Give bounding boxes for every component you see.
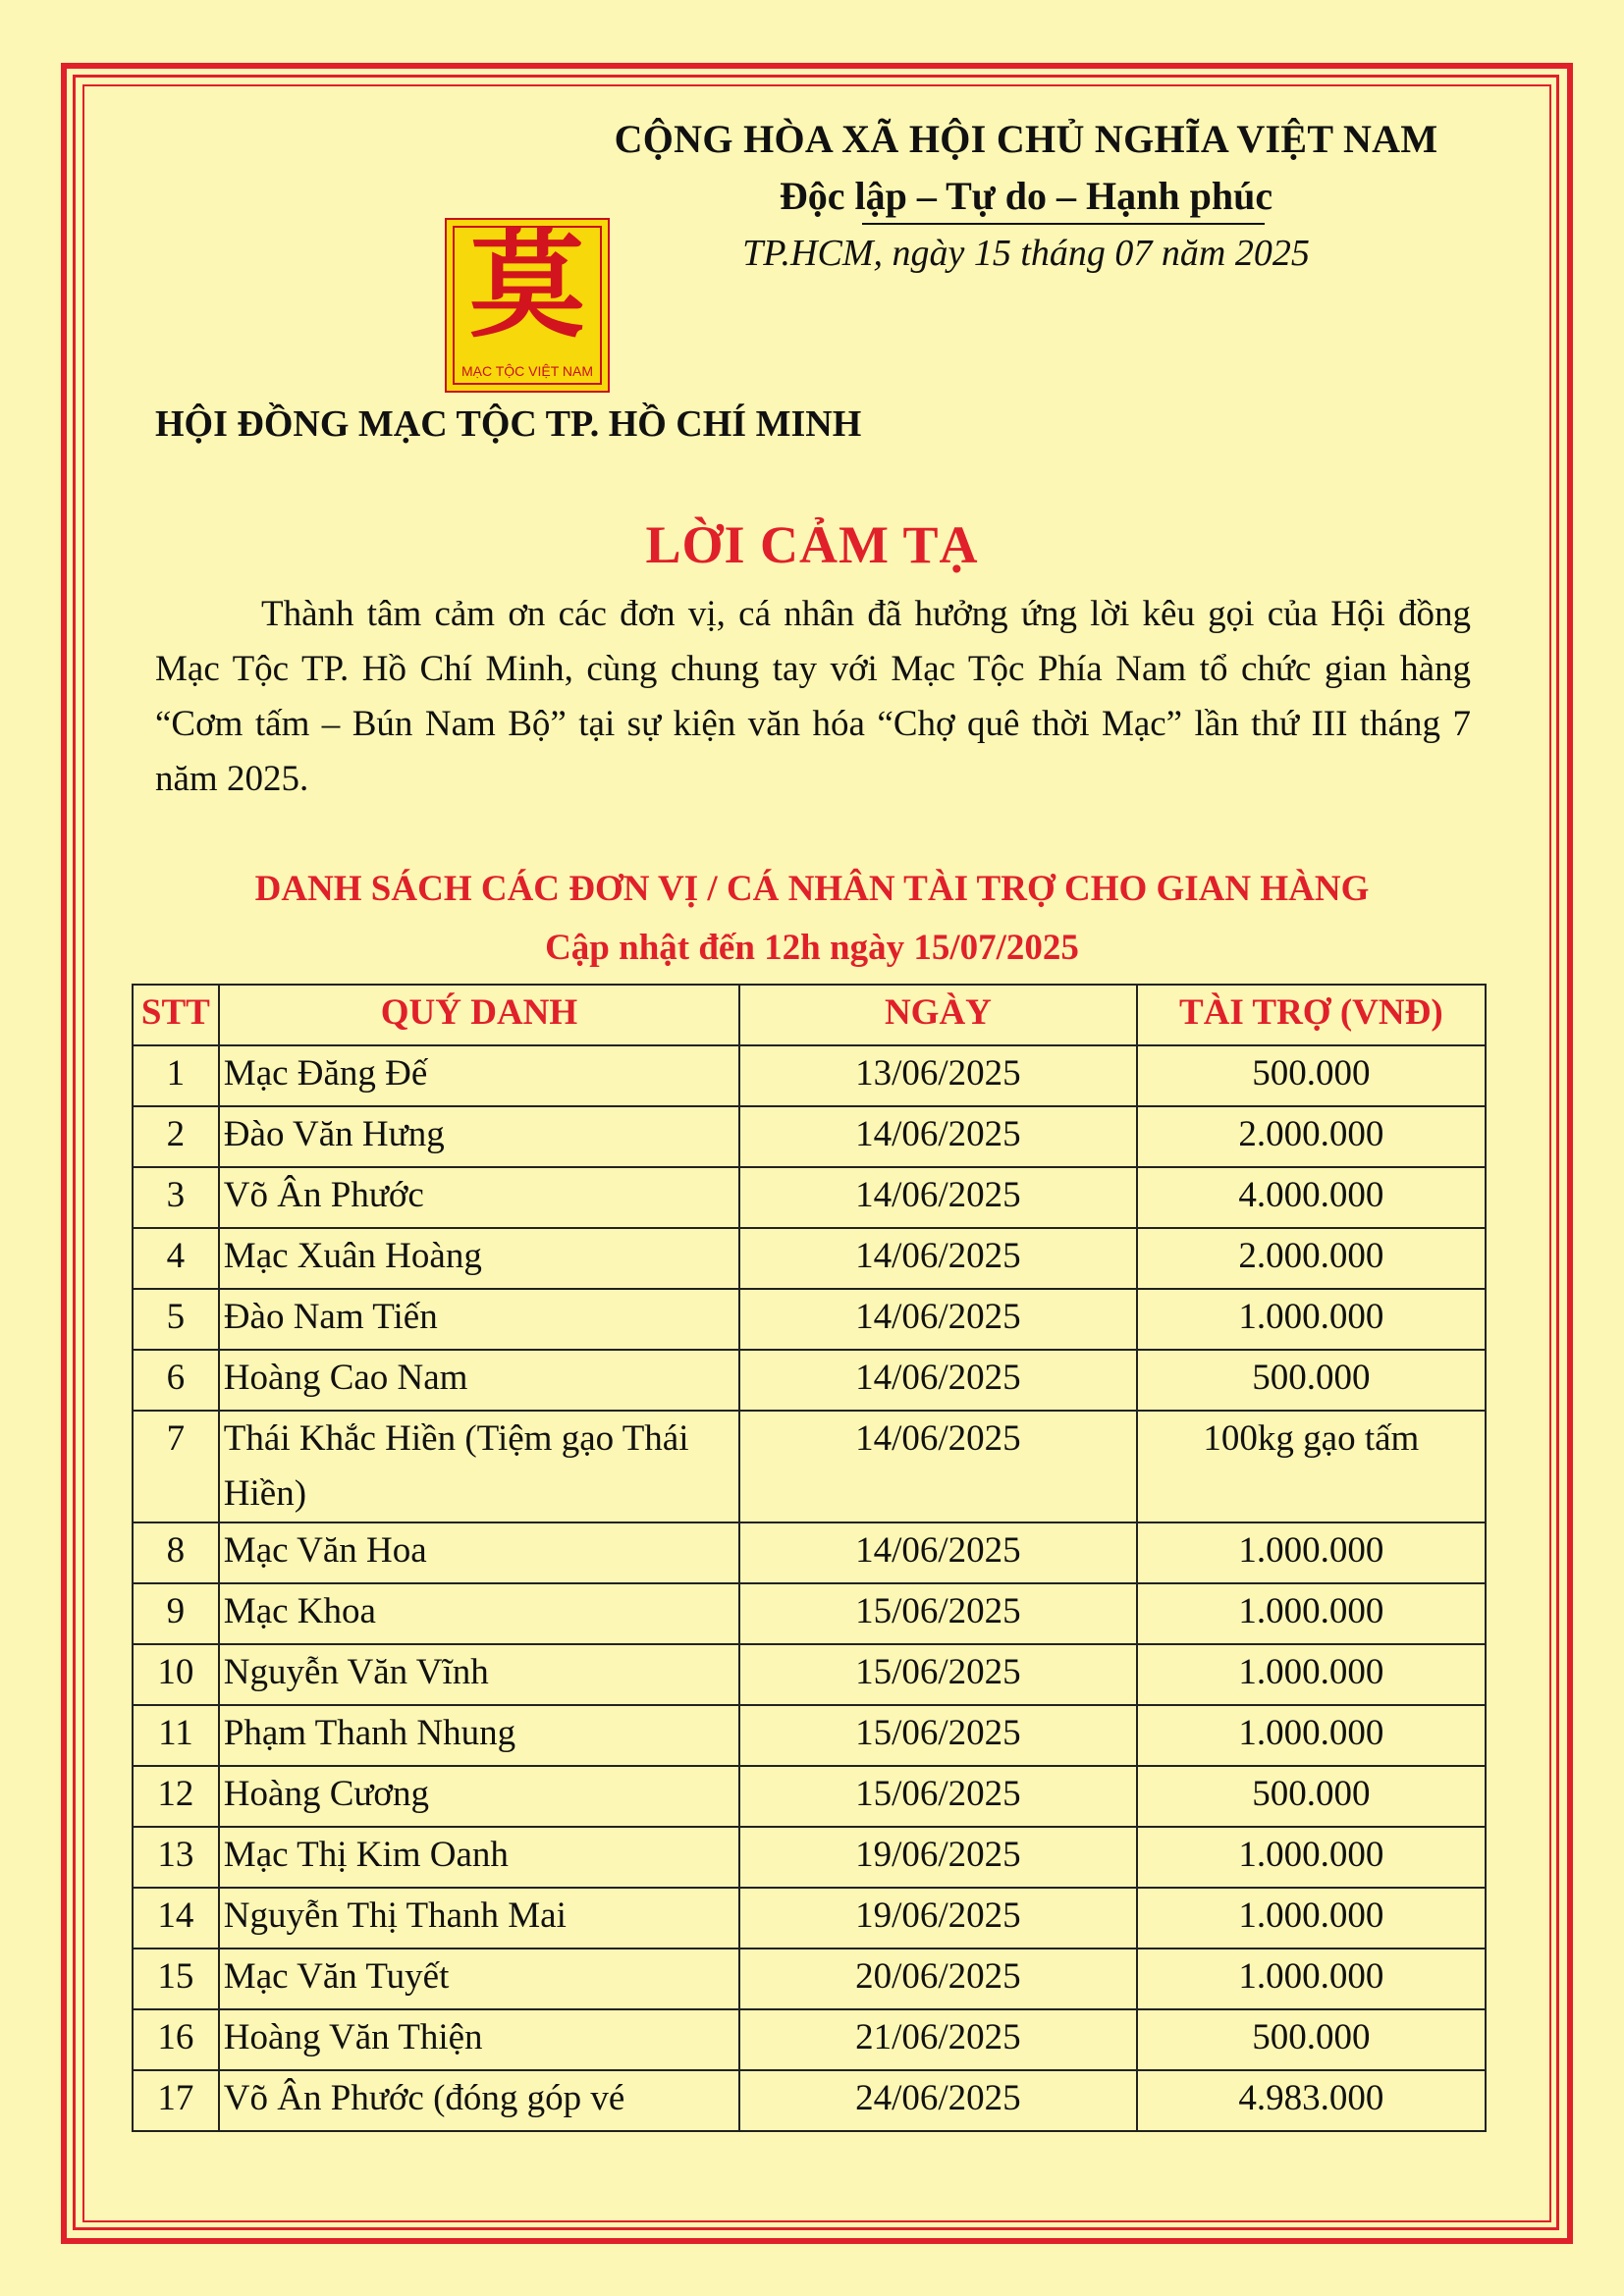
cell-amount: 1.000.000 bbox=[1137, 1644, 1486, 1705]
cell-name: Mạc Thị Kim Oanh bbox=[219, 1827, 739, 1888]
header-name: QUÝ DANH bbox=[219, 985, 739, 1045]
council-name: HỘI ĐỒNG MẠC TỘC TP. HỒ CHÍ MINH bbox=[155, 403, 862, 445]
cell-date: 15/06/2025 bbox=[739, 1644, 1137, 1705]
national-title: CỘNG HÒA XÃ HỘI CHỦ NGHĨA VIỆT NAM bbox=[614, 117, 1438, 161]
cell-name: Võ Ân Phước bbox=[219, 1167, 739, 1228]
cell-amount: 1.000.000 bbox=[1137, 1888, 1486, 1949]
cell-amount: 4.983.000 bbox=[1137, 2070, 1486, 2131]
cell-amount: 1.000.000 bbox=[1137, 1949, 1486, 2009]
cell-date: 19/06/2025 bbox=[739, 1827, 1137, 1888]
cell-stt: 16 bbox=[133, 2009, 219, 2070]
cell-date: 21/06/2025 bbox=[739, 2009, 1137, 2070]
document-title: LỜI CẢM TẠ bbox=[645, 515, 979, 574]
cell-amount: 500.000 bbox=[1137, 1045, 1486, 1106]
cell-name: Mạc Xuân Hoàng bbox=[219, 1228, 739, 1289]
clan-logo bbox=[445, 218, 610, 393]
national-motto: Độc lập – Tự do – Hạnh phúc bbox=[779, 174, 1273, 218]
table-row bbox=[133, 1949, 1486, 2009]
cell-stt: 6 bbox=[133, 1350, 219, 1411]
cell-amount: 500.000 bbox=[1137, 1766, 1486, 1827]
cell-name: Mạc Khoa bbox=[219, 1583, 739, 1644]
cell-date: 14/06/2025 bbox=[739, 1167, 1137, 1228]
cell-date: 14/06/2025 bbox=[739, 1522, 1137, 1583]
cell-name: Đào Văn Hưng bbox=[219, 1106, 739, 1167]
cell-stt: 14 bbox=[133, 1888, 219, 1949]
table-row bbox=[133, 1827, 1486, 1888]
cell-date: 15/06/2025 bbox=[739, 1766, 1137, 1827]
body-paragraph: Thành tâm cảm ơn các đơn vị, cá nhân đã hưởng ứng lời kêu gọi của Hội đồng Mạc Tộc TP. Hồ Chí Minh, cùng chung tay với Mạc Tộc Phía Nam tổ chức gian hàng “Cơm tấm – Bún Nam Bộ” tại sự kiện văn hóa “Chợ quê thời Mạc” lần thứ III tháng 7 năm 2025. bbox=[155, 594, 1471, 799]
table-row bbox=[133, 1766, 1486, 1827]
cell-stt: 12 bbox=[133, 1766, 219, 1827]
table-header-row bbox=[133, 985, 1486, 1045]
cell-date: 20/06/2025 bbox=[739, 1949, 1137, 2009]
cell-name: Hoàng Văn Thiện bbox=[219, 2009, 739, 2070]
table-row bbox=[133, 1522, 1486, 1583]
cell-date: 14/06/2025 bbox=[739, 1228, 1137, 1289]
document-date: TP.HCM, ngày 15 tháng 07 năm 2025 bbox=[742, 233, 1310, 274]
motto-underline bbox=[862, 223, 1265, 225]
logo-glyph: 莫 bbox=[468, 218, 585, 353]
cell-stt: 2 bbox=[133, 1106, 219, 1167]
table-row bbox=[133, 2070, 1486, 2131]
table-row bbox=[133, 1228, 1486, 1289]
table-row bbox=[133, 1411, 1486, 1522]
cell-name: Mạc Văn Tuyết bbox=[219, 1949, 739, 2009]
cell-amount: 1.000.000 bbox=[1137, 1522, 1486, 1583]
table-row bbox=[133, 1167, 1486, 1228]
cell-stt: 4 bbox=[133, 1228, 219, 1289]
header-date: NGÀY bbox=[739, 985, 1137, 1045]
cell-stt: 1 bbox=[133, 1045, 219, 1106]
cell-date: 15/06/2025 bbox=[739, 1705, 1137, 1766]
cell-date: 14/06/2025 bbox=[739, 1350, 1137, 1411]
list-title: DANH SÁCH CÁC ĐƠN VỊ / CÁ NHÂN TÀI TRỢ CHO GIAN HÀNG bbox=[254, 869, 1370, 909]
cell-date: 24/06/2025 bbox=[739, 2070, 1137, 2131]
cell-amount: 4.000.000 bbox=[1137, 1167, 1486, 1228]
cell-stt: 7 bbox=[133, 1411, 219, 1522]
cell-date: 14/06/2025 bbox=[739, 1106, 1137, 1167]
cell-date: 14/06/2025 bbox=[739, 1411, 1137, 1522]
cell-amount: 1.000.000 bbox=[1137, 1827, 1486, 1888]
cell-date: 15/06/2025 bbox=[739, 1583, 1137, 1644]
cell-name: Phạm Thanh Nhung bbox=[219, 1705, 739, 1766]
cell-name: Mạc Đăng Đế bbox=[219, 1045, 739, 1106]
table-row bbox=[133, 1289, 1486, 1350]
cell-name: Võ Ân Phước (đóng góp vé bbox=[219, 2070, 739, 2131]
cell-date: 19/06/2025 bbox=[739, 1888, 1137, 1949]
sponsor-table bbox=[132, 984, 1487, 2132]
cell-amount: 1.000.000 bbox=[1137, 1583, 1486, 1644]
logo-caption: MẠC TỘC VIỆT NAM bbox=[460, 363, 594, 379]
table-row bbox=[133, 1350, 1486, 1411]
cell-stt: 11 bbox=[133, 1705, 219, 1766]
cell-amount: 100kg gạo tấm bbox=[1137, 1411, 1486, 1522]
cell-amount: 1.000.000 bbox=[1137, 1289, 1486, 1350]
cell-stt: 3 bbox=[133, 1167, 219, 1228]
cell-stt: 9 bbox=[133, 1583, 219, 1644]
cell-name: Hoàng Cương bbox=[219, 1766, 739, 1827]
cell-stt: 5 bbox=[133, 1289, 219, 1350]
table-row bbox=[133, 2009, 1486, 2070]
cell-name: Đào Nam Tiến bbox=[219, 1289, 739, 1350]
list-subtitle: Cập nhật đến 12h ngày 15/07/2025 bbox=[545, 928, 1079, 968]
cell-stt: 13 bbox=[133, 1827, 219, 1888]
table-row bbox=[133, 1106, 1486, 1167]
cell-stt: 17 bbox=[133, 2070, 219, 2131]
cell-name: Hoàng Cao Nam bbox=[219, 1350, 739, 1411]
cell-stt: 10 bbox=[133, 1644, 219, 1705]
cell-amount: 500.000 bbox=[1137, 1350, 1486, 1411]
cell-date: 14/06/2025 bbox=[739, 1289, 1137, 1350]
cell-amount: 500.000 bbox=[1137, 2009, 1486, 2070]
header-amount: TÀI TRỢ (VNĐ) bbox=[1137, 985, 1486, 1045]
cell-name: Nguyễn Thị Thanh Mai bbox=[219, 1888, 739, 1949]
cell-name: Nguyễn Văn Vĩnh bbox=[219, 1644, 739, 1705]
cell-amount: 2.000.000 bbox=[1137, 1106, 1486, 1167]
cell-name: Thái Khắc Hiền (Tiệm gạo Thái Hiền) bbox=[219, 1411, 739, 1522]
header-stt: STT bbox=[133, 985, 219, 1045]
table-row bbox=[133, 1888, 1486, 1949]
cell-date: 13/06/2025 bbox=[739, 1045, 1137, 1106]
table-row bbox=[133, 1705, 1486, 1766]
cell-amount: 1.000.000 bbox=[1137, 1705, 1486, 1766]
table-row bbox=[133, 1045, 1486, 1106]
cell-amount: 2.000.000 bbox=[1137, 1228, 1486, 1289]
table-row bbox=[133, 1583, 1486, 1644]
cell-name: Mạc Văn Hoa bbox=[219, 1522, 739, 1583]
cell-stt: 8 bbox=[133, 1522, 219, 1583]
table-row bbox=[133, 1644, 1486, 1705]
cell-stt: 15 bbox=[133, 1949, 219, 2009]
